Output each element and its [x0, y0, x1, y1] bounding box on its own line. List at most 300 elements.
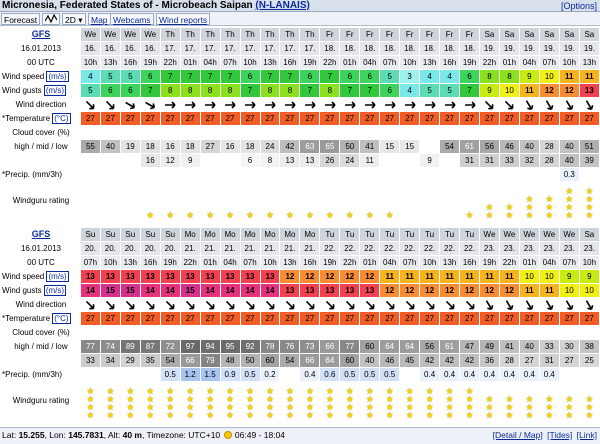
rating-row-cell: [400, 182, 420, 220]
rating-row-cell: [320, 382, 340, 420]
rating-row-cell: [499, 382, 519, 420]
wind-speed-row-cell: 7: [260, 70, 280, 84]
cloud-low-row-cell: 24: [340, 154, 360, 168]
wind-speed-row-cell: 5: [380, 70, 400, 84]
hour-row-cell: 13h: [440, 256, 460, 270]
hour-row-cell: 16h: [120, 56, 140, 70]
rating-star-icon: ★: [545, 394, 554, 404]
wind-speed-row-cell: 6: [360, 70, 380, 84]
date-row-cell: 16.: [120, 42, 140, 56]
rating-star-icon: ★: [465, 410, 474, 420]
hour-row-cell: 22h: [320, 56, 340, 70]
wind-gusts-row-cell: 6: [100, 84, 120, 98]
wind-direction-row-cell: [340, 298, 360, 312]
precip-row-cell: [200, 168, 220, 182]
rating-star-icon: ★: [146, 402, 155, 412]
cloud-high-row-cell: [320, 326, 340, 340]
cloud-high-row-cell: [160, 326, 180, 340]
wind-speed-row-cell: 6: [340, 70, 360, 84]
wind-speed-row-cell: 12: [300, 270, 320, 284]
cloud-low-row-cell: [440, 154, 460, 168]
cloud-high-row-cell: [120, 126, 140, 140]
rating-star-icon: ★: [485, 402, 494, 412]
wind-gusts-row-cell: 14: [80, 284, 100, 298]
rating-star-icon: ★: [305, 386, 314, 396]
date-row-cell: 20.: [80, 242, 100, 256]
precip-row-cell: [280, 368, 300, 382]
temperature-unit-button[interactable]: (°C): [54, 313, 69, 323]
wind-arrow-icon: [463, 99, 477, 111]
date-row-cell: 19.: [499, 42, 519, 56]
rating-row-cell: [579, 382, 599, 420]
rating-star-icon: ★: [345, 410, 354, 420]
wind-arrow-icon: [103, 99, 117, 111]
cloud-low-row-cell: 45: [400, 354, 420, 368]
temperature-label-text: *Temperature: [2, 313, 51, 323]
wind-speed-row-cell: 7: [220, 70, 240, 84]
view-tabs: [0, 12, 600, 26]
cloud-low-row-cell: 33: [80, 354, 100, 368]
date-row-label: [1, 42, 81, 56]
wind-gusts-row-cell: 15: [100, 284, 120, 298]
cloud-low-row-cell: 9: [180, 154, 200, 168]
wind-gusts-row-label: [1, 284, 81, 298]
temperature-row-cell: 27: [200, 112, 220, 126]
weekday-row-cell: Sa: [579, 228, 599, 242]
rating-star-icon: ★: [545, 402, 554, 412]
cloud-mid-row-cell: 42: [280, 140, 300, 154]
wind-gusts-row-label: [1, 84, 81, 98]
date-row-cell: 23.: [519, 242, 539, 256]
rating-star-icon: ★: [525, 210, 534, 220]
date-row-cell: 21.: [280, 242, 300, 256]
rating-row-cell: [559, 182, 579, 220]
tab-webcams[interactable]: Webcams: [110, 13, 154, 25]
rating-star-icon: ★: [285, 410, 294, 420]
weekday-row-cell: Tu: [320, 228, 340, 242]
tab-forecast[interactable]: Forecast: [1, 13, 40, 25]
rating-star-icon: ★: [106, 394, 115, 404]
wind-gusts-row-cell: 4: [400, 84, 420, 98]
precip-row-cell: [280, 168, 300, 182]
hour-row-cell: 07h: [539, 56, 559, 70]
date-row-cell: 22.: [320, 242, 340, 256]
cloud-mid-row-cell: 40: [519, 140, 539, 154]
wind-speed-row-cell: 10: [539, 270, 559, 284]
date-row: [1, 42, 600, 56]
wind-speed-row-cell: 7: [180, 70, 200, 84]
weekday-row-cell: Sa: [479, 28, 499, 42]
cloud-mid-row-cell: 30: [559, 340, 579, 354]
cloud-high-row-cell: [360, 126, 380, 140]
weekday-row-cell: We: [479, 228, 499, 242]
temperature-row-cell: 27: [479, 312, 499, 326]
tab-wind-reports[interactable]: Wind reports: [156, 13, 210, 25]
cloud-low-row-cell: 27: [559, 354, 579, 368]
rating-star-icon: ★: [505, 402, 514, 412]
cloud-mid-row-cell: 73: [300, 340, 320, 354]
hour-row-cell: 07h: [240, 256, 260, 270]
wind-speed-row-cell: 11: [380, 270, 400, 284]
temperature-row-cell: 27: [559, 112, 579, 126]
wind-gusts-row-cell: 14: [200, 284, 220, 298]
hour-row-cell: 13h: [420, 56, 440, 70]
temperature-row-label: [1, 112, 81, 126]
cloud-low-row-label: [1, 154, 81, 168]
precip-row-cell: [460, 168, 480, 182]
date-row-cell: 22.: [400, 242, 420, 256]
wind-speed-row-cell: 10: [519, 270, 539, 284]
forecast-table-2: [0, 227, 600, 420]
wind-direction-row-cell: [380, 98, 400, 112]
precip-row-cell: [519, 168, 539, 182]
tab-2d[interactable]: [62, 13, 86, 25]
cloud-mid-row: [1, 340, 600, 354]
wind-direction-row-cell: [120, 298, 140, 312]
wind-direction-row-cell: [460, 98, 480, 112]
precip-row-cell: 0.3: [559, 168, 579, 182]
hour-row-cell: 07h: [220, 56, 240, 70]
rating-star-icon: ★: [325, 386, 334, 396]
weekday-row-cell: We: [80, 28, 100, 42]
wind-speed-unit-button[interactable]: (m/s): [48, 271, 67, 281]
wind-gusts-row-cell: 13: [300, 284, 320, 298]
wind-arrow-icon: [243, 299, 257, 311]
wind-speed-row-cell: 13: [200, 270, 220, 284]
rating-star-icon: ★: [186, 402, 195, 412]
wind-arrow-icon: [143, 299, 157, 311]
rating-star-icon: ★: [245, 210, 255, 220]
rating-star-icon: ★: [485, 410, 494, 420]
wind-speed-row-cell: 8: [499, 70, 519, 84]
wind-gusts-row-cell: 6: [120, 84, 140, 98]
date-row-cell: 22.: [360, 242, 380, 256]
wind-speed-row-cell: 12: [340, 270, 360, 284]
wind-arrow-icon: [343, 299, 357, 311]
wind-speed-row-cell: 11: [420, 270, 440, 284]
rating-star-icon: ★: [86, 394, 95, 404]
wind-speed-row-cell: 13: [100, 270, 120, 284]
rating-star-icon: ★: [345, 386, 354, 396]
temperature-row-cell: 27: [120, 312, 140, 326]
rating-star-icon: ★: [585, 186, 594, 196]
spot-code-link[interactable]: (N-LANAIS): [255, 0, 310, 11]
wind-arrow-icon: [343, 99, 357, 111]
wind-gusts-row-cell: 7: [460, 84, 480, 98]
hour-row-cell: 07h: [400, 256, 420, 270]
cloud-mid-row-cell: 60: [360, 340, 380, 354]
wind-arrow-icon: [522, 299, 536, 311]
wind-arrow-icon: [183, 299, 197, 311]
cloud-mid-row-cell: 65: [320, 140, 340, 154]
cloud-high-row: [1, 126, 600, 140]
cloud-levels-label-text: high / mid / low: [14, 141, 68, 151]
forecast-table-1: [0, 27, 600, 220]
cloud-low-row-cell: [380, 154, 400, 168]
cloud-mid-row-cell: 61: [440, 340, 460, 354]
wind-gusts-row-cell: 11: [539, 284, 559, 298]
temperature-row-cell: 27: [400, 112, 420, 126]
temperature-row-cell: 27: [160, 112, 180, 126]
wind-arrow-icon: [582, 299, 596, 311]
rating-star-icon: ★: [325, 394, 334, 404]
hour-row-cell: 10h: [100, 256, 120, 270]
temperature-row-cell: 27: [380, 312, 400, 326]
cloud-high-row-cell: [200, 126, 220, 140]
rating-row-cell: [300, 182, 320, 220]
wind-gusts-row-cell: 13: [280, 284, 300, 298]
rating-star-icon: ★: [305, 210, 314, 220]
rating-star-icon: ★: [186, 386, 195, 396]
wind-arrow-icon: [303, 299, 317, 311]
date-row-cell: 23.: [559, 242, 579, 256]
hour-row-cell: 16h: [440, 56, 460, 70]
rating-row-cell: [539, 182, 559, 220]
options-link[interactable]: [Options]: [560, 1, 597, 11]
weekday-row-cell: Sa: [559, 28, 579, 42]
cloud-low-row-cell: 48: [220, 354, 240, 368]
rating-star-icon: ★: [285, 386, 294, 396]
wind-direction-row-cell: [360, 298, 380, 312]
wind-direction-row-cell: [559, 98, 579, 112]
weekday-row-cell: Su: [160, 228, 180, 242]
precip-row-cell: [420, 168, 440, 182]
cloud-high-row-cell: [180, 326, 200, 340]
wind-speed-row-cell: 13: [260, 270, 280, 284]
rating-star-icon: ★: [166, 402, 175, 412]
rating-row-cell: [460, 182, 480, 220]
init-time: 00 UTC: [27, 57, 55, 67]
temperature-row-cell: 27: [499, 112, 519, 126]
weekday-row: [1, 228, 600, 242]
date-row-cell: 23.: [499, 242, 519, 256]
wind-gusts-row-cell: 5: [420, 84, 440, 98]
cloud-mid-row-cell: 92: [240, 340, 260, 354]
temperature-unit-button[interactable]: (°C): [54, 113, 69, 123]
rating-star-icon: ★: [206, 210, 215, 220]
date-row-cell: 22.: [460, 242, 480, 256]
wind-direction-row-cell: [440, 98, 460, 112]
tab-map[interactable]: Map: [88, 13, 111, 25]
date-row: [1, 242, 600, 256]
date-row-cell: 21.: [260, 242, 280, 256]
rating-star-icon: ★: [166, 386, 175, 396]
rating-star-icon: ★: [245, 410, 255, 420]
date-row-cell: 20.: [120, 242, 140, 256]
precip-row-cell: [380, 168, 400, 182]
cloud-high-row-cell: [300, 326, 320, 340]
temperature-row-cell: 27: [260, 312, 280, 326]
rating-row-cell: [300, 382, 320, 420]
rating-row-cell: [100, 382, 120, 420]
footer-links: [491, 428, 597, 443]
wind-gusts-unit-button[interactable]: (m/s): [45, 285, 65, 295]
cloud-low-row-cell: 42: [420, 354, 440, 368]
cloud-high-row-cell: [519, 326, 539, 340]
rating-star-icon: ★: [126, 402, 135, 412]
weekday-row-cell: Mo: [220, 228, 240, 242]
rating-star-icon: ★: [505, 210, 514, 220]
rating-star-icon: ★: [565, 410, 574, 420]
temperature-row-cell: 27: [579, 112, 599, 126]
cloud-mid-row-cell: 27: [200, 140, 220, 154]
init-date: 16.01.2013: [20, 43, 61, 53]
wind-direction-row-cell: [140, 298, 160, 312]
rating-star-icon: ★: [565, 202, 574, 212]
hour-row-cell: 10h: [579, 256, 599, 270]
hour-row-cell: 01h: [499, 56, 519, 70]
wind-direction-row-cell: [260, 98, 280, 112]
temperature-row-cell: 27: [519, 312, 539, 326]
wind-arrow-icon: [443, 299, 457, 311]
cloud-low-row-cell: 28: [499, 354, 519, 368]
rating-row-cell: [440, 182, 460, 220]
weekday-row-cell: Th: [180, 28, 200, 42]
wind-arrow-icon: [522, 99, 536, 111]
cloud-mid-row-cell: 77: [80, 340, 100, 354]
temperature-row-cell: 27: [460, 112, 480, 126]
date-row-cell: 16.: [100, 42, 120, 56]
model-link[interactable]: GFS: [31, 29, 51, 39]
rating-row-cell: [140, 382, 160, 420]
precip-row-cell: [559, 368, 579, 382]
cloud-high-row-cell: [420, 126, 440, 140]
rating-row-cell: [260, 182, 280, 220]
wind-direction-row-cell: [220, 98, 240, 112]
weekday-row-cell: Sa: [579, 28, 599, 42]
detail-map-link[interactable]: [Detail / Map]: [492, 430, 543, 440]
weekday-row-cell: Fr: [320, 28, 340, 42]
rating-row-cell: [420, 182, 440, 220]
wind-direction-row-cell: [420, 298, 440, 312]
precip-row-cell: [400, 168, 420, 182]
rating-star-icon: ★: [565, 402, 574, 412]
weekday-row-cell: Tu: [460, 228, 480, 242]
wind-direction-row-cell: [400, 98, 420, 112]
weekday-row-label: [1, 228, 81, 242]
rating-label-text: Windguru rating: [12, 395, 70, 405]
rating-star-icon: ★: [485, 202, 494, 212]
date-row-cell: 20.: [100, 242, 120, 256]
wind-speed-row-cell: 8: [479, 70, 499, 84]
weekday-row-cell: Sa: [539, 28, 559, 42]
wind-arrow-icon: [103, 299, 117, 311]
rating-star-icon: ★: [345, 402, 354, 412]
temperature-row-cell: 27: [220, 112, 240, 126]
cloud-low-row-cell: [100, 154, 120, 168]
hour-row-cell: 19h: [300, 56, 320, 70]
rating-star-icon: ★: [226, 410, 235, 420]
cloud-high-row-cell: [539, 326, 559, 340]
rating-star-icon: ★: [365, 386, 374, 396]
weekday-row-cell: Th: [200, 28, 220, 42]
wind-speed-row-cell: 11: [559, 70, 579, 84]
wind-direction-row-cell: [460, 298, 480, 312]
rating-star-icon: ★: [146, 410, 155, 420]
hour-row-cell: 13h: [280, 256, 300, 270]
cloud-low-row-cell: 12: [160, 154, 180, 168]
cloud-mid-row-cell: 46: [499, 140, 519, 154]
rating-row-cell: [180, 182, 200, 220]
precip-row-cell: 1.2: [180, 368, 200, 382]
cloud-mid-row-cell: 16: [220, 140, 240, 154]
rating-row-cell: [160, 182, 180, 220]
cloud-mid-row-cell: 18: [140, 140, 160, 154]
tides-link[interactable]: [Tides]: [547, 430, 573, 440]
wind-gusts-unit-button[interactable]: (m/s): [45, 85, 65, 95]
graph-icon[interactable]: [42, 13, 60, 25]
cloud-high-row-cell: [559, 326, 579, 340]
wind-arrow-icon: [203, 99, 217, 111]
wind-direction-row-cell: [200, 98, 220, 112]
weekday-row-cell: Tu: [340, 228, 360, 242]
wind-arrow-icon: [502, 299, 516, 311]
rating-star-icon: ★: [445, 410, 454, 420]
rating-row-cell: [340, 182, 360, 220]
rating-star-icon: ★: [146, 394, 155, 404]
hour-row-cell: 10h: [260, 256, 280, 270]
rating-row-cell: [200, 382, 220, 420]
wind-speed-unit-button[interactable]: (m/s): [48, 71, 67, 81]
date-row-cell: 21.: [240, 242, 260, 256]
wind-speed-row-cell: 9: [559, 270, 579, 284]
rating-star-icon: ★: [325, 410, 334, 420]
cloud-mid-row-cell: 40: [100, 140, 120, 154]
weekday-row-cell: Su: [140, 228, 160, 242]
hour-row-cell: 19h: [460, 56, 480, 70]
cloud-low-row-cell: 35: [140, 354, 160, 368]
wind-gusts-row-cell: 7: [240, 84, 260, 98]
weekday-row-cell: Mo: [240, 228, 260, 242]
wind-gusts-row: [1, 84, 600, 98]
rating-row-cell: [380, 182, 400, 220]
rating-row-cell: [320, 182, 340, 220]
wind-direction-row-cell: [539, 298, 559, 312]
temperature-row-cell: 27: [320, 312, 340, 326]
wind-gusts-row-cell: 7: [300, 84, 320, 98]
cloud-low-row-cell: 64: [320, 354, 340, 368]
cloud-mid-row-cell: 95: [220, 340, 240, 354]
date-row-cell: 19.: [519, 42, 539, 56]
wind-gusts-row-cell: 12: [559, 84, 579, 98]
weekday-row-cell: Sa: [519, 28, 539, 42]
permalink-link[interactable]: [Link]: [576, 430, 597, 440]
temperature-row-cell: 27: [300, 112, 320, 126]
wind-gusts-row-cell: 13: [320, 284, 340, 298]
date-row-cell: 18.: [400, 42, 420, 56]
cloud-low-row-cell: 66: [300, 354, 320, 368]
model-link[interactable]: GFS: [31, 229, 51, 239]
wind-arrow-icon: [123, 99, 137, 111]
hour-row-cell: 22h: [479, 56, 499, 70]
cloud-mid-row-cell: 77: [340, 340, 360, 354]
cloud-mid-row-cell: 66: [320, 340, 340, 354]
date-row-cell: 18.: [380, 42, 400, 56]
latitude-value: 15.255: [18, 430, 45, 440]
precip-row-cell: 1.5: [200, 368, 220, 382]
weekday-row-cell: Th: [260, 28, 280, 42]
cloud-low-row: [1, 354, 600, 368]
hour-row-cell: 04h: [360, 56, 380, 70]
temperature-row-cell: 27: [579, 312, 599, 326]
wind-arrow-icon: [423, 299, 437, 311]
date-row-cell: 16.: [140, 42, 160, 56]
cloud-mid-row-cell: 89: [120, 340, 140, 354]
weekday-row-cell: Mo: [260, 228, 280, 242]
wind-direction-row-cell: [440, 298, 460, 312]
cloud-high-row-cell: [380, 326, 400, 340]
cloud-mid-row-cell: [420, 140, 440, 154]
